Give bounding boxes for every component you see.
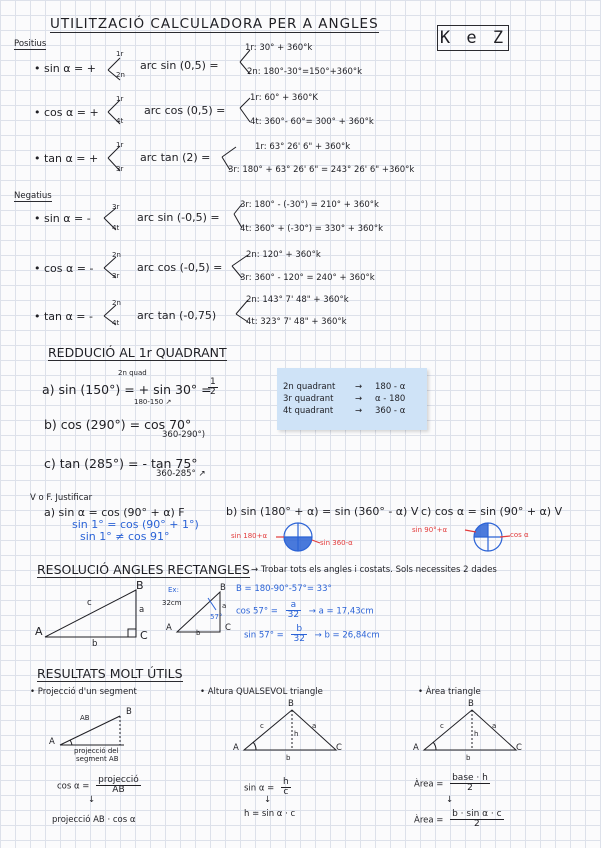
reduccio-a-label: 2n quad <box>118 369 147 377</box>
circle-c-arrow-left <box>465 530 476 532</box>
pos-sin-q1: 1r <box>116 50 124 58</box>
proj-arrow: ↓ <box>88 795 96 805</box>
brace-neg-sin-r <box>234 204 242 228</box>
neg-tan-q2: 4t <box>112 319 120 327</box>
tri-label-A: A <box>35 625 43 638</box>
res-step-3-pre: sin 57° = <box>244 630 284 641</box>
tri-label-B: B <box>136 579 144 592</box>
neg-cos-func: arc cos (-0,5) = <box>137 261 223 274</box>
vf-c: c) cos α = sin (90° + α) V <box>421 505 563 518</box>
neg-tan-lead: • tan α = - <box>34 310 93 323</box>
alt-num: h <box>283 777 289 787</box>
ex-hyp: 32cm <box>162 599 182 607</box>
proj-caption-1: projecció del <box>74 747 119 755</box>
neg-sin-lead: • sin α = - <box>34 212 91 225</box>
reduccio-a-num: 1 <box>210 377 216 387</box>
area-label-A: A <box>413 743 419 753</box>
res-step-3-num: b <box>291 625 306 635</box>
pos-sin-func: arc sin (0,5) = <box>140 59 219 72</box>
alt-label-a: a <box>312 722 317 730</box>
proj-caption-2: segment AB <box>76 755 119 763</box>
proj-label-B: B <box>126 707 132 717</box>
pos-cos-func: arc cos (0,5) = <box>144 104 226 117</box>
alt-label-b: b <box>286 754 291 762</box>
vf-a2: sin 1° ≠ cos 91° <box>80 530 170 543</box>
vf-heading: V o F. Justificar <box>30 493 93 503</box>
alt-label-B: B <box>288 699 294 709</box>
neg-cos-q1: 2n <box>112 251 121 259</box>
area-label-a: a <box>492 722 497 730</box>
resolucio-arrow-text: → Trobar tots els angles i costats. Sols necessites 2 dades <box>251 565 497 575</box>
ex-angle: 57° <box>210 613 223 621</box>
note-arrow: → <box>355 394 363 404</box>
area-num-2: b · sin α · c <box>452 809 502 819</box>
ex-label: Ex: <box>168 586 179 594</box>
projection-angle <box>70 740 72 745</box>
brace-pos-cos <box>108 100 120 124</box>
pos-cos-lead: • cos α = + <box>34 106 99 119</box>
reduccio-b: b) cos (290°) = cos 70° <box>44 417 192 432</box>
reduccio-heading: REDDUCIÓ AL 1r QUADRANT <box>48 345 227 360</box>
circle-b-fill-2 <box>298 537 312 551</box>
proj-label-A: A <box>49 737 55 747</box>
reduccio-a: a) sin (150°) = + sin 30° = <box>42 382 212 397</box>
right-triangle <box>45 590 136 637</box>
ex-label-A: A <box>166 623 172 633</box>
vf-a: a) sin α = cos (90° + α) F <box>44 506 185 519</box>
ex-label-b: b <box>196 629 201 637</box>
note-expr: 360 - α <box>375 406 406 416</box>
brace-pos-cos-r <box>240 98 250 122</box>
neg-sin-q1: 3r <box>112 203 120 211</box>
pos-tan-func: arc tan (2) = <box>140 151 211 164</box>
area-angle <box>433 742 436 750</box>
vf-b-red2: sin 360-α <box>320 539 353 547</box>
circle-c-fill-1 <box>474 523 488 537</box>
neg-sin-func: arc sin (-0,5) = <box>137 211 220 224</box>
reduccio-a-sub: 180-150 ↗ <box>134 398 172 406</box>
neg-tan-r2: 4t: 323° 7' 48" + 360°k <box>246 317 347 327</box>
tri-label-c: c <box>87 598 92 608</box>
neg-cos-r1: 2n: 120° + 360°k <box>246 250 321 260</box>
reduccio-c-sub: 360-285° ↗ <box>156 469 206 479</box>
note-expr: α - 180 <box>375 394 406 404</box>
kez-badge: K e Z <box>437 25 509 51</box>
pos-tan-q2: 3r <box>116 165 124 173</box>
circle-b-arrow-right <box>312 540 320 543</box>
area-den-2: 2 <box>473 819 480 830</box>
res-step-3-post: → b = 26,84cm <box>314 630 380 641</box>
alt-label-C: C <box>336 743 342 753</box>
positius-heading: Positius <box>14 39 47 49</box>
resolucio-heading: RESOLUCIÓ ANGLES RECTANGLES <box>37 562 250 577</box>
proj-den: AB <box>112 785 125 796</box>
area-pre-1: Àrea = <box>414 779 444 790</box>
example-triangle <box>177 592 223 632</box>
alt-sin-pre: sin α = <box>244 783 275 794</box>
neg-tan-q1: 2n <box>112 299 121 307</box>
area-label-h: h <box>474 730 479 738</box>
alt-label-A: A <box>233 743 239 753</box>
res-step-2-pre: cos 57° = <box>236 606 278 617</box>
pos-tan-r1: 1r: 63° 26' 6" + 360°k <box>255 142 351 152</box>
pos-cos-r2: 4t: 360°- 60°= 300° + 360°k <box>250 117 374 127</box>
pos-cos-r1: 1r: 60° + 360°K <box>250 93 318 103</box>
neg-cos-q2: 3r <box>112 272 120 280</box>
alt-label-h: h <box>294 730 299 738</box>
right-angle-mark <box>128 629 136 637</box>
vf-c-red2: cos α <box>510 531 529 539</box>
pos-tan-lead: • tan α = + <box>34 152 99 165</box>
area-label-c: c <box>440 722 444 730</box>
proj-final: projecció AB · cos α <box>52 815 136 825</box>
area-den-1: 2 <box>467 783 473 794</box>
reduccio-a-den: 2 <box>210 387 216 398</box>
proj-title: • Projecció d'un segment <box>30 687 137 697</box>
res-step-1: B = 180-90°-57°= 33° <box>236 584 332 594</box>
note-q: 3r quadrant <box>283 394 334 404</box>
pos-tan-q1: 1r <box>116 141 124 149</box>
neg-sin-r1: 3r: 180° - (-30°) = 210° + 360°k <box>240 200 379 210</box>
area-pre-2: Àrea = <box>414 815 444 826</box>
pos-cos-q2: 4t <box>116 117 124 125</box>
pos-cos-q1: 1r <box>116 95 124 103</box>
projection-segment <box>60 716 120 745</box>
brace-pos-sin <box>108 58 120 80</box>
note-q: 2n quadrant <box>283 382 336 392</box>
brace-pos-sin-r <box>240 50 250 74</box>
pos-sin-q2: 2n <box>116 71 125 79</box>
note-arrow: → <box>355 406 363 416</box>
page-title: UTILITZACIÓ CALCULADORA PER A ANGLES <box>50 16 379 32</box>
proj-cos-pre: cos α = <box>57 781 90 792</box>
area-label-C: C <box>516 743 522 753</box>
note-q: 4t quadrant <box>283 406 334 416</box>
ex-label-B: B <box>220 583 226 593</box>
neg-cos-r2: 3r: 360° - 120° = 240° + 360°k <box>240 273 375 283</box>
brace-neg-tan <box>104 305 116 325</box>
area-title: • Àrea triangle <box>418 687 481 697</box>
neg-cos-lead: • cos α = - <box>34 262 94 275</box>
vf-c-red1: sin 90°+α <box>412 526 448 534</box>
vf-a1: sin 1° = cos (90° + 1°) <box>72 518 199 531</box>
brace-neg-sin <box>104 208 116 230</box>
res-step-2-den: 32 <box>287 610 300 621</box>
alt-arrow: ↓ <box>264 795 272 805</box>
brace-neg-cos <box>104 257 116 278</box>
alt-den: c <box>283 787 289 798</box>
ex-label-a: a <box>222 602 227 610</box>
note-arrow: → <box>355 382 363 392</box>
proj-seg: AB <box>80 714 90 722</box>
res-step-2-post: → a = 17,43cm <box>308 606 374 617</box>
alt-label-c: c <box>260 722 264 730</box>
brace-neg-tan-r <box>236 300 248 322</box>
brace-pos-tan <box>108 146 120 171</box>
pos-tan-r2: 3r: 180° + 63° 26' 6" = 243° 26' 6" +360°k <box>228 165 415 175</box>
vf-b-red1: sin 180+α <box>231 532 268 540</box>
neg-sin-r2: 4t: 360° + (-30°) = 330° + 360°k <box>240 224 383 234</box>
neg-sin-q2: 4t <box>112 224 120 232</box>
area-label-B: B <box>468 699 474 709</box>
pos-sin-lead: • sin α = + <box>34 62 96 75</box>
altura-triangle <box>244 710 336 750</box>
resultats-heading: RESULTATS MOLT ÚTILS <box>37 666 183 681</box>
proj-num: projecció <box>98 775 139 785</box>
area-num-1: base · h <box>452 773 488 783</box>
alt-final: h = sin α · c <box>244 809 296 819</box>
neg-tan-r1: 2n: 143° 7' 48" + 360°k <box>246 295 349 305</box>
brace-pos-tan-r <box>222 147 236 170</box>
res-step-3-den: 32 <box>293 634 305 645</box>
tri-label-C: C <box>140 629 148 642</box>
note-expr: 180 - α <box>375 382 406 392</box>
pos-sin-r1: 1r: 30° + 360°k <box>245 43 313 53</box>
tri-label-b: b <box>92 639 98 649</box>
area-triangle <box>424 710 516 750</box>
brace-neg-cos-r <box>232 255 248 278</box>
tri-label-a: a <box>139 605 145 615</box>
altura-angle <box>253 742 256 750</box>
area-arrow: ↓ <box>446 795 454 805</box>
vf-b: b) sin (180° + α) = sin (360° - α) V <box>226 505 419 518</box>
altura-title: • Altura QUALSEVOL triangle <box>200 687 323 697</box>
circle-b-fill-1 <box>284 537 298 551</box>
reduccio-b-sub: 360-290°) <box>162 430 206 440</box>
neg-tan-func: arc tan (-0,75) <box>137 309 217 322</box>
res-step-2-num: a <box>286 601 301 611</box>
reduccio-c: c) tan (285°) = - tan 75° <box>44 456 198 471</box>
area-label-b: b <box>466 754 471 762</box>
ex-label-C: C <box>225 623 231 633</box>
negatius-heading: Negatius <box>14 191 52 201</box>
pos-sin-r2: 2n: 180°-30°=150°+360°k <box>247 67 363 77</box>
